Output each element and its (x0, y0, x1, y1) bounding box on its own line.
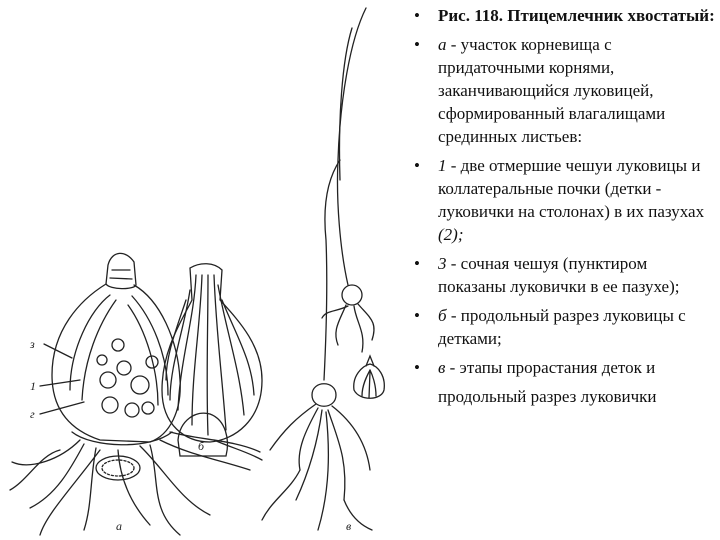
label-part-v: в (346, 519, 352, 533)
caption-item-text: - сочная чешуя (пунктиром показаны луковички в ее пазухе); (438, 254, 680, 296)
caption-title: Рис. 118. Птицемлечник хвостатый: (438, 6, 715, 25)
label-part-a: а (116, 519, 122, 533)
bullet-icon: • (414, 156, 420, 175)
bullet-icon: • (414, 6, 420, 25)
label-scale-1: 1 (30, 379, 36, 393)
caption-item-text: - две отмершие чешуи луковицы и коллатеральные почки (детки - луковички на столонах) в их пазухах (438, 156, 705, 221)
bulb-b-drawing (162, 264, 262, 460)
bullet-icon: • (414, 306, 420, 325)
label-scale-3: з (30, 337, 35, 351)
caption-item-letter: а (438, 35, 447, 54)
caption-title-item (410, 4, 715, 27)
caption-item-a (410, 33, 715, 148)
caption-item-text: - продольный разрез луковицы с детками; (438, 306, 686, 348)
bullet-icon: • (414, 358, 420, 377)
caption-item-1 (410, 154, 715, 246)
caption-list (410, 4, 715, 379)
caption-item-letter: б (438, 306, 447, 325)
caption-item-b (410, 304, 715, 350)
caption-item-v (410, 356, 715, 379)
caption-item-extra: (2); (438, 225, 464, 244)
seedling-v-drawing (262, 8, 384, 530)
label-scale-2: г (30, 407, 35, 421)
caption-item-3 (410, 252, 715, 298)
caption-item-text: - участок корневища с придаточными корнями, заканчивающийся луковицей, сформированный влагалищами срединных листьев: (438, 35, 666, 146)
bullet-icon: • (414, 35, 420, 54)
label-part-b: б (198, 439, 205, 453)
caption-item-letter: 3 (438, 254, 447, 273)
caption-trailing-line: продольный разрез луковички (438, 387, 657, 406)
figure-caption (410, 4, 715, 536)
bullet-icon: • (414, 254, 420, 273)
caption-item-letter: в (438, 358, 446, 377)
caption-item-text: - этапы прорастания деток и (445, 358, 656, 377)
caption-item-letter: 1 (438, 156, 447, 175)
